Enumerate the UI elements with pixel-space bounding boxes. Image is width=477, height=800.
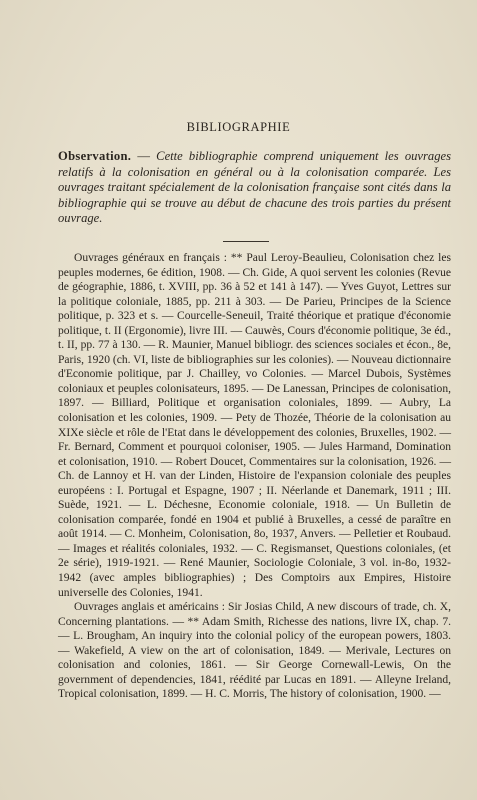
paragraph-french-works: Ouvrages généraux en français : ** Paul Leroy-Beaulieu, Colonisation chez les peuples modernes, 6e édition, 1908. — Ch. Gide, A quoi servent les colonies (Revue de géographie, 1886, t. XVIII, pp. 36 à 52 et 141 à 147). — Yves Guyot, Lettres sur la politique coloniale, 1885, pp. 211 à 303. — De Parieu, Principes de la Science politique, p. 323 et s. — Courcelle-Seneuil, Traité théorique et pratique d'économie politique, t. II (Ergonomie), livre III. — Cauwès, Cours d'économie politique, 3e éd., t. II, pp. 77 à 130. — R. Maunier, Manuel bibliogr. des sciences sociales et écon., 8e, Paris, 1920 (ch. VI, liste de bibliographies sur les colonies). — Nouveau dictionnaire d'Economie politique, par J. Chailley, vo Colonies. — Marcel Dubois, Systèmes coloniaux et peuples colonisateurs, 1895. — De Lanessan, Principes de colonisation, 1897. — Billiard, Politique et organisation coloniales, 1899. — Aubry, La colonisation et les colonies, 1909. — Pety de Thozée, Théorie de la colonisation au XIXe siècle et rôle de l'Etat dans le développement des colonies, Bruxelles, 1902. — Fr. Bernard, Comment et pourquoi coloniser, 1905. — Jules Harmand, Domination et colonisation, 1910. — Robert Doucet, Commentaires sur la colonisation, 1926. — Ch. de Lannoy et H. van der Linden, Histoire de l'expansion coloniale des peuples européens : I. Portugal et Espagne, 1907 ; II. Néerlande et Danemark, 1911 ; III. Suède, 1921. — L. Déchesne, Economie coloniale, 1918. — Un Bulletin de colonisation comparée, fondé en 1904 et publié à Bruxelles, a cessé de paraître en août 1914. — C. Monheim, Colonisation, 8o, 1937, Anvers. — Pelletier et Roubaud. — Images et réalités coloniales, 1932. — C. Regismanset, Questions coloniales, (et 2e série), 1919-1921. — René Maunier, Sociologie Coloniale, 3 vol. in-8o, 1932-1942 (avec amples bibliographies) ; Des Comptoirs aux Empires, Histoire universelle des Colonies, 1941.	[58, 252, 451, 599]
separator-rule	[223, 241, 269, 242]
observation-text: Cette bibliographie comprend uniquement les ouvrages relatifs à la colonisation en général ou à la colonisation comparée. Les ouvrages traitant spécialement de la colonisation française sont cités dans la bibliographie qui se trouve au début de chacune des trois parties du présent ouvrage.	[58, 149, 451, 226]
observation-note	[58, 149, 451, 227]
paragraph-english-american-works: Ouvrages anglais et américains : Sir Josias Child, A new discours of trade, ch. X, Concerning plantations. — ** Adam Smith, Richesse des nations, livre IX, chap. 7. — L. Brougham, An inquiry into the colonial policy of the european powers, 1803. — Wakefield, A view on the art of colonisation, 1849. — Merivale, Lectures on colonisation and colonies, 1861. — Sir George Cornewall-Lewis, On the government of dependencies, 1841, réédité par Lucas en 1891. — Alleyne Ireland, Tropical colonisation, 1899. — H. C. Morris, The history of colonisation, 1900. —	[58, 601, 451, 701]
observation-label: Observation.	[58, 149, 132, 163]
page-heading: BIBLIOGRAPHIE	[186, 120, 291, 134]
bibliography-body	[58, 251, 451, 702]
observation-dash: —	[131, 149, 157, 163]
